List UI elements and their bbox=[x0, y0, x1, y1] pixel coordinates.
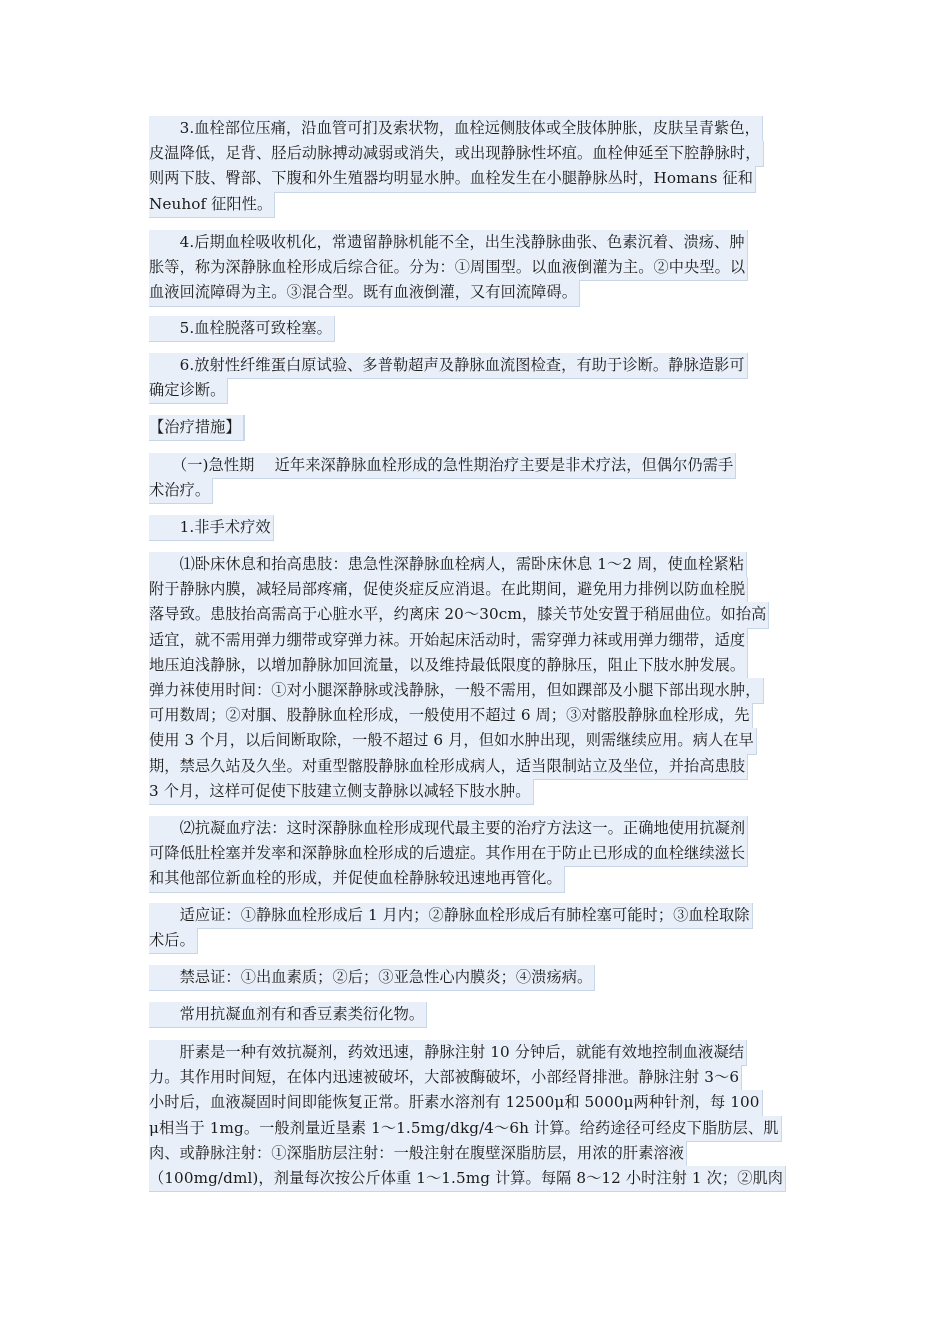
paragraph-symptom-4 bbox=[149, 230, 748, 306]
paragraph-heparin bbox=[149, 1040, 786, 1191]
text-line: 适应证：①静脉血栓形成后 1 月内；②静脉血栓形成后有肺栓塞可能时；③血栓取除 bbox=[149, 903, 753, 929]
text-line: Neuhof 征阳性。 bbox=[149, 192, 275, 218]
text-line: 地压迫浅静脉，以增加静脉加回流量，以及维持最低限度的静脉压，阻止下肢水肿发展。 bbox=[149, 653, 748, 679]
paragraph-common-anticoagulants bbox=[149, 1002, 427, 1027]
text-line: 可用数周；②对腘、股静脉血栓形成，一般使用不超过 6 周；③对髂股静脉血栓形成，先 bbox=[149, 703, 753, 729]
text-line: ⑴卧床休息和抬高患肢：患急性深静脉血栓病人，需卧床休息 1～2 周，使血栓紧粘 bbox=[149, 552, 747, 578]
text-line: 确定诊断。 bbox=[149, 378, 228, 404]
text-line: （一)急性期 近年来深静脉血栓形成的急性期治疗主要是非术疗法，但偶尔仍需手 bbox=[149, 453, 736, 479]
paragraph-bed-rest bbox=[149, 552, 769, 804]
text-line: 1.非手术疗效 bbox=[149, 515, 274, 541]
text-line: 力。其作用时间短，在体内迅速被破坏，大部被酶破坏，小部经肾排泄。静脉注射 3～6 bbox=[149, 1065, 742, 1091]
paragraph-indications bbox=[149, 903, 753, 953]
text-line: 则两下肢、臀部、下腹和外生殖器均明显水肿。血栓发生在小腿静脉丛时，Homans 征和 bbox=[149, 166, 756, 192]
text-line: 4.后期血栓吸收机化，常遗留静脉机能不全，出生浅静脉曲张、色素沉着、溃疡、肿 bbox=[149, 230, 748, 256]
text-line: ⑵抗凝血疗法：这时深静脉血栓形成现代最主要的治疗方法这一。正确地使用抗凝剂 bbox=[149, 816, 748, 842]
text-line: 术治疗。 bbox=[149, 478, 213, 504]
text-line: 适宜，就不需用弹力绷带或穿弹力袜。开始起床活动时，需穿弹力袜或用弹力绷带，适度 bbox=[149, 628, 748, 654]
text-line: 小时后，血液凝固时间即能恢复正常。肝素水溶剂有 12500μ和 5000μ两种针剂，每 100 bbox=[149, 1090, 763, 1116]
text-line: 和其他部位新血栓的形成，并促使血栓静脉较迅速地再管化。 bbox=[149, 866, 565, 892]
text-line: 肉、或静脉注射：①深脂肪层注射：一般注射在腹壁深脂肪层，用浓的肝素溶液 bbox=[149, 1141, 687, 1167]
text-line: 使用 3 个月，以后间断取除，一般不超过 6 月，但如水肿出现，则需继续应用。病人在早 bbox=[149, 728, 757, 754]
text-line: 胀等，称为深静脉血栓形成后综合征。分为：①周围型。以血液倒灌为主。②中央型。以 bbox=[149, 255, 748, 281]
text-line: 皮温降低，足背、胫后动脉搏动减弱或消失，或出现静脉性坏疽。血栓伸延至下腔静脉时， bbox=[149, 141, 764, 167]
paragraph-anticoagulation bbox=[149, 816, 748, 892]
text-line: 禁忌证：①出血素质；②后；③亚急性心内膜炎；④溃疡病。 bbox=[149, 965, 595, 991]
subheading-non-surgical bbox=[149, 515, 274, 540]
text-line: 常用抗凝血剂有和香豆素类衍化物。 bbox=[149, 1002, 427, 1028]
paragraph-contraindications bbox=[149, 965, 595, 990]
text-line: 血液回流障碍为主。③混合型。既有血液倒灌，又有回流障碍。 bbox=[149, 280, 580, 306]
text-line: 落导致。患肢抬高需高于心脏水平，约离床 20～30cm，膝关节处安置于稍屈曲位。如抬高 bbox=[149, 602, 769, 628]
paragraph-symptom-3 bbox=[149, 116, 764, 217]
heading-text: 【治疗措施】 bbox=[149, 415, 244, 441]
text-line: μ相当于 1mg。一般剂量近垦素 1～1.5mg/dkg/4～6h 计算。给药途径可经皮下脂肪层、肌 bbox=[149, 1116, 782, 1142]
text-line: 术后。 bbox=[149, 928, 198, 954]
paragraph-acute-phase bbox=[149, 453, 736, 503]
text-line: 弹力袜使用时间：①对小腿深静脉或浅静脉，一般不需用，但如踝部及小腿下部出现水肿， bbox=[149, 678, 764, 704]
paragraph-symptom-6 bbox=[149, 353, 748, 403]
text-line: （100mg/dml)，剂量每次按公斤体重 1～1.5mg 计算。每隔 8～12 小时注射 1 次；②肌肉 bbox=[149, 1166, 786, 1192]
paragraph-symptom-5 bbox=[149, 316, 335, 341]
text-line: 3 个月，这样可促使下肢建立侧支静脉以减轻下肢水肿。 bbox=[149, 779, 534, 805]
text-line: 3.血栓部位压痛，沿血管可扪及索状物，血栓远侧肢体或全肢体肿胀，皮肤呈青紫色， bbox=[149, 116, 763, 142]
text-line: 肝素是一种有效抗凝剂，药效迅速，静脉注射 10 分钟后，就能有效地控制血液凝结 bbox=[149, 1040, 747, 1066]
text-line: 期，禁忌久站及久坐。对重型髂股静脉血栓形成病人，适当限制站立及坐位，并抬高患肢 bbox=[149, 754, 748, 780]
text-line: 6.放射性纤维蛋白原试验、多普勒超声及静脉血流图检查，有助于诊断。静脉造影可 bbox=[149, 353, 748, 379]
text-line: 可降低肚栓塞并发率和深静脉血栓形成的后遗症。其作用在于防止已形成的血栓继续滋长 bbox=[149, 841, 748, 867]
text-line: 5.血栓脱落可致栓塞。 bbox=[149, 316, 335, 342]
section-heading-treatment bbox=[149, 415, 245, 441]
text-line: 附于静脉内膜，减轻局部疼痛，促使炎症反应消退。在此期间，避免用力排例以防血栓脱 bbox=[149, 577, 748, 603]
